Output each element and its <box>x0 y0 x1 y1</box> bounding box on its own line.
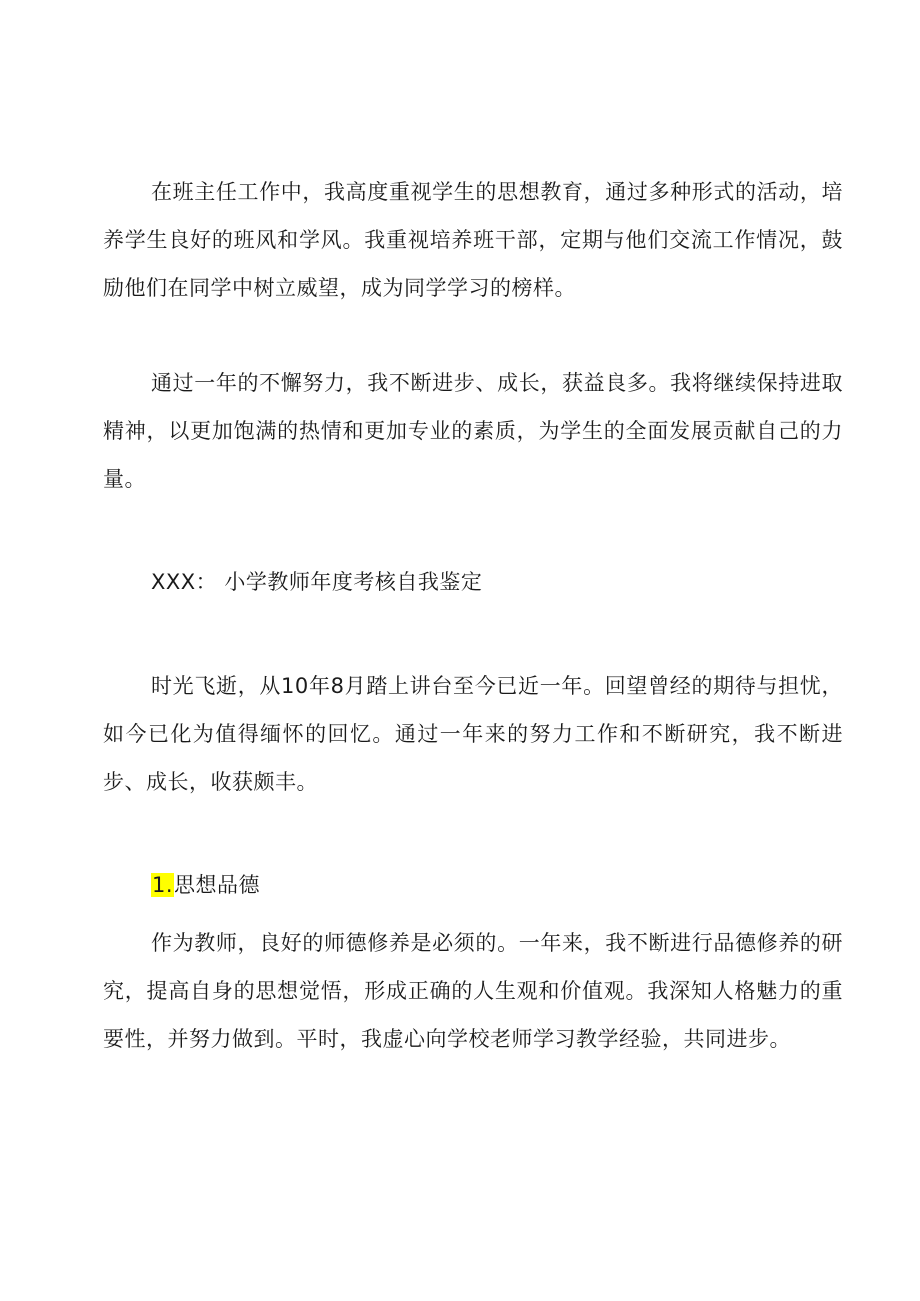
paragraph-introduction: 时光飞逝，从10年8月踏上讲台至今已近一年。回望曾经的期待与担忧，如今已化为值得缅怀的回忆。通过一年来的努力工作和不断研究，我不断进步、成长，收获颇丰。 <box>103 674 843 794</box>
document-title: XXX： 小学教师年度考核自我鉴定 <box>151 570 483 594</box>
paragraph-teacher-ethics: 作为教师，良好的师德修养是必须的。一年来，我不断进行品德修养的研究，提高自身的思想觉悟，形成正确的人生观和价值观。我深知人格魅力的重要性，并努力做到。平时，我虚心向学校老师学习教学经验，共同进步。 <box>103 931 843 1051</box>
section-number-highlight: 1. <box>152 873 174 897</box>
paragraph-class-management: 在班主任工作中，我高度重视学生的思想教育，通过多种形式的活动，培养学生良好的班风和学风。我重视培养班干部，定期与他们交流工作情况，鼓励他们在同学中树立威望，成为同学学习的榜样。 <box>103 180 843 300</box>
paragraph-year-summary: 通过一年的不懈努力，我不断进步、成长，获益良多。我将继续保持进取精神，以更加饱满的热情和更加专业的素质，为学生的全面发展贡献自己的力量。 <box>103 371 843 491</box>
section-heading-moral-character <box>151 869 260 901</box>
section-title: 思想品德 <box>174 873 261 897</box>
